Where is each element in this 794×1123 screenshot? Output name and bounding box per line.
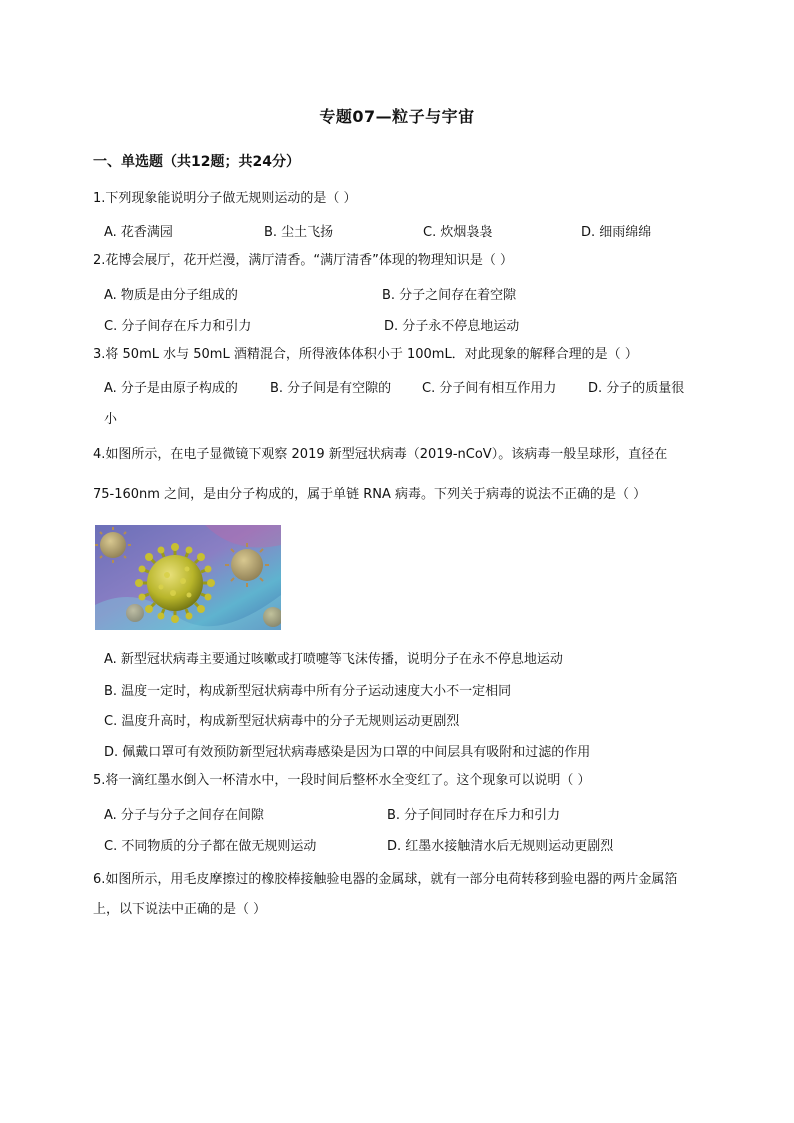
question-5-option-d: D. 红墨水接触清水后无规则运动更剧烈	[387, 839, 614, 854]
question-5-stem: 5.将一滴红墨水倒入一杯清水中，一段时间后整杯水全变红了。这个现象可以说明（ ）	[93, 773, 591, 788]
question-1-option-a: A. 花香满园	[104, 225, 173, 240]
question-1-option-d: D. 细雨绵绵	[581, 225, 652, 240]
question-5-option-a: A. 分子与分子之间存在间隙	[104, 808, 264, 823]
question-3-option-a: A. 分子是由原子构成的	[104, 381, 238, 396]
background-virus-1	[95, 527, 131, 563]
question-3-option-b: B. 分子间是有空隙的	[270, 381, 392, 396]
question-1-option-c: C. 炊烟袅袅	[423, 225, 493, 240]
question-5-option-b: B. 分子间同时存在斥力和引力	[387, 808, 561, 823]
question-2-option-d: D. 分子永不停息地运动	[384, 319, 520, 334]
question-4-stem-line1: 4.如图所示，在电子显微镜下观察 2019 新型冠状病毒（2019-nCoV）。该病毒一般呈球形，直径在	[93, 447, 668, 462]
question-3-option-d-wrap: 小	[104, 412, 118, 427]
question-2-option-c: C. 分子间存在斥力和引力	[104, 319, 252, 334]
question-4-option-d: D. 佩戴口罩可有效预防新型冠状病毒感染是因为口罩的中间层具有吸附和过滤的作用	[104, 745, 591, 760]
question-1-stem: 1.下列现象能说明分子做无规则运动的是（ ）	[93, 191, 357, 206]
page-title: 专题07—粒子与宇宙	[319, 107, 475, 126]
coronavirus-image	[95, 525, 281, 630]
section-title: 一、单选题（共12题；共24分）	[93, 154, 300, 170]
question-2-option-a: A. 物质是由分子组成的	[104, 288, 238, 303]
question-3-option-d: D. 分子的质量很	[588, 381, 685, 396]
question-3-stem: 3.将 50mL 水与 50mL 酒精混合，所得液体体积小于 100mL．对此现象的解释合理的是（ ）	[93, 347, 638, 362]
question-4-option-a: A. 新型冠状病毒主要通过咳嗽或打喷嚏等飞沫传播，说明分子在永不停息地运动	[104, 652, 563, 667]
question-6-stem: 6.如图所示，用毛皮摩擦过的橡胶棒接触验电器的金属球，就有一部分电荷转移到验电器的两片金属箔上，以下说法中正确的是（ ）	[93, 872, 678, 917]
main-virus	[135, 543, 215, 623]
question-4-option-c: C. 温度升高时，构成新型冠状病毒中的分子无规则运动更剧烈	[104, 714, 460, 729]
question-3-option-c: C. 分子间有相互作用力	[422, 381, 557, 396]
question-4-option-b: B. 温度一定时，构成新型冠状病毒中所有分子运动速度大小不一定相同	[104, 684, 512, 699]
background-virus-4	[126, 604, 144, 622]
question-5-option-c: C. 不同物质的分子都在做无规则运动	[104, 839, 317, 854]
background-virus-2	[225, 543, 269, 587]
question-2-option-b: B. 分子之间存在着空隙	[382, 288, 517, 303]
question-1-option-b: B. 尘土飞扬	[264, 225, 334, 240]
question-2-stem: 2.花博会展厅，花开烂漫，满厅清香。“满厅清香”体现的物理知识是（ ）	[93, 253, 514, 268]
question-4-stem-line2: 75-160nm 之间，是由分子构成的，属于单链 RNA 病毒。下列关于病毒的说法不正确的是（ ）	[93, 487, 647, 502]
